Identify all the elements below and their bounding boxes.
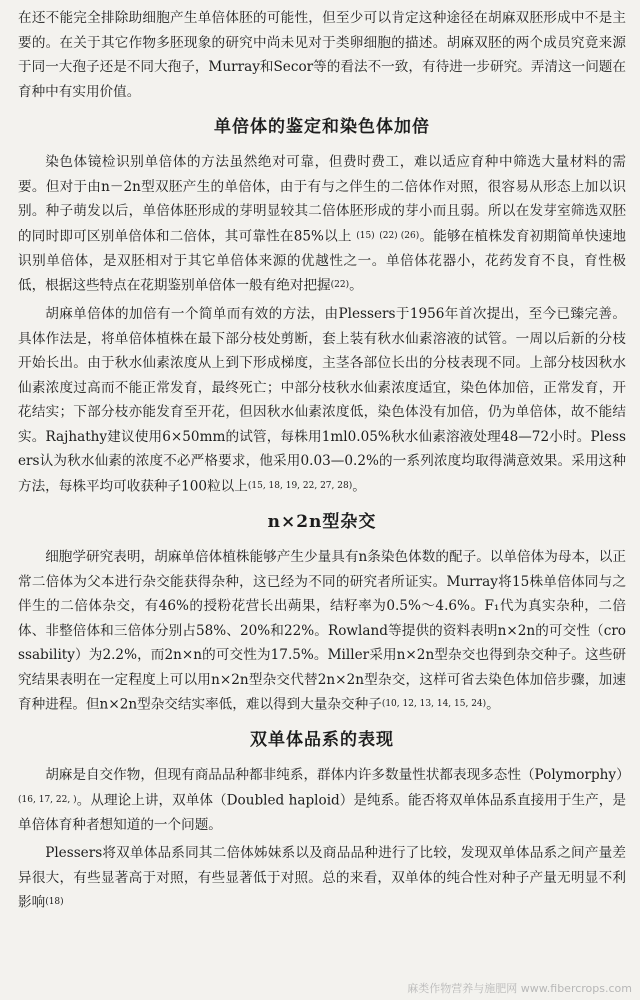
paragraph-intro (18, 6, 626, 104)
citation: (10, 12, 13, 14, 15, 24) (381, 699, 487, 710)
paragraph-cross (18, 545, 626, 717)
citation: (15, 18, 19, 22, 27, 28) (247, 480, 353, 491)
paragraph-end-mark: 。 (352, 478, 366, 495)
paragraph-identification-text: 染色体镜检识别单倍体的方法虽然绝对可靠，但费时费工，难以适应育种中筛选大量材料的需要。但对于由n－2n型双胚产生的单倍体，由于有与之伴生的二倍体作对照，很容易从形态上加以识别。种子萌发以后，单倍体胚形成的芽明显较其二倍体胚形成的芽小而且弱。所以在发芽室筛选双胚的同时即可区别单倍体和二倍体，其可靠性在85%以上 (18, 154, 626, 245)
citation: (15) (356, 230, 375, 241)
section-heading-cross: n×2n型杂交 (267, 512, 377, 533)
paragraph-cross-text: 细胞学研究表明，胡麻单倍体植株能够产生少量具有n条染色体数的配子。以单倍体为母本，以正常二倍体为父本进行杂交能获得杂种，这已经为不同的研究者所证实。Murray将15株单倍体同与之伴生的二倍体杂交，有46%的授粉花营长出蒴果，结籽率为0.5%～4.6%。F₁代为真实杂种，二倍体、非整倍体和三倍体分别占58%、20%和22%。Rowland等提供的资料表明n×2n的可交性（crossability）为2.2%，而2n×n的可交性为17.5%。Miller采用n×2n型杂交也得到杂交种子。这些研究结果表明在一定程度上可以用n×2n型杂交代替2n×2n型杂交，这样可省去染色体加倍步骤，加速育种进程。但n×2n型杂交结实率低，难以得到大量杂交种子 (18, 549, 626, 713)
paragraph-doubling-text: 胡麻单倍体的加倍有一个简单而有效的方法，由Plessers于1956年首次提出，至今已臻完善。具体作法是，将单倍体植株在最下部分枝处剪断，套上装有秋水仙素溶液的试管。一周以后新的分枝开始长出。由于秋水仙素浓度从上到下形成梯度，主茎各部位长出的分枝表现不同。上部分枝因秋水仙素浓度过高而不能正常发育，最终死亡；中部分枝秋水仙素浓度适宜，染色体加倍，正常发育，开花结实；下部分枝亦能发育至开花，但因秋水仙素浓度低，染色体没有加倍，仍为单倍体，故不能结实。Rajhathy建议使用6×50mm的试管，每株用1ml0.05%秋水仙素溶液处理48—72小时。Plessers认为秋水仙素的浓度不必严格要求，他采用0.03—0.2%的一系列浓度均取得满意效果。采用这种方法，每株平均可收获种子100粒以上 (18, 306, 626, 495)
citation: (18) (45, 897, 64, 908)
section-heading-identification: 单倍体的鉴定和染色体加倍 (214, 117, 430, 137)
paragraph-polymorphy-text: 胡麻是自交作物，但现有商品品种都非纯系，群体内许多数量性状都表现多态性（Polymorphy） (45, 767, 630, 784)
citation: (22) (330, 280, 350, 291)
section-heading-doubled-haploid: 双单体品系的表现 (250, 730, 394, 751)
citation: (16, 17, 22, ) (18, 794, 77, 805)
paragraph-polymorphy (18, 763, 630, 837)
paragraph-end-mark: 。 (486, 696, 500, 713)
paragraph-identification (18, 150, 626, 298)
paragraph-identification-text-2: 。能够在植株发育初期简单快速地识别单倍体，是双胚相对于其它单倍体来源的优越性之一。单倍体花器小，花药发育不良，育性极低，根据这些特点在花期鉴别单倍体一般有绝对把握 (18, 228, 626, 294)
paragraph-yield (18, 841, 626, 915)
paragraph-polymorphy-text-2: 。从理论上讲，双单体（Doubled haploid）是纯系。能否将双单体品系直接用于生产，是单倍体育种者想知道的一个问题。 (18, 792, 626, 833)
paragraph-end-mark: 。 (349, 277, 363, 294)
paragraph-yield-text: Plessers将双单体品系同其二倍体姊妹系以及商品品种进行了比较，发现双单体品系之间产量差异很大，有些显著高于对照，有些显著低于对照。总的来看，双单体的纯合性对种子产量无明显不利影响 (18, 845, 626, 912)
paragraph-doubling (18, 302, 626, 499)
citation: (22) (26) (379, 230, 420, 241)
watermark: 麻类作物营养与施肥网 www.fibercrops.com (407, 982, 632, 995)
paragraph-intro-text: 在还不能完全排除助细胞产生单倍体胚的可能性，但至少可以肯定这种途径在胡麻双胚形成中不是主要的。在关于其它作物多胚现象的研究中尚未见对于类卵细胞的描述。胡麻双胚的两个成员究竟来源于同一大孢子还是不同大孢子，Murray和Secor等的看法不一致，有待进一步研究。弄清这一问题在育种中有实用价值。 (18, 10, 626, 100)
